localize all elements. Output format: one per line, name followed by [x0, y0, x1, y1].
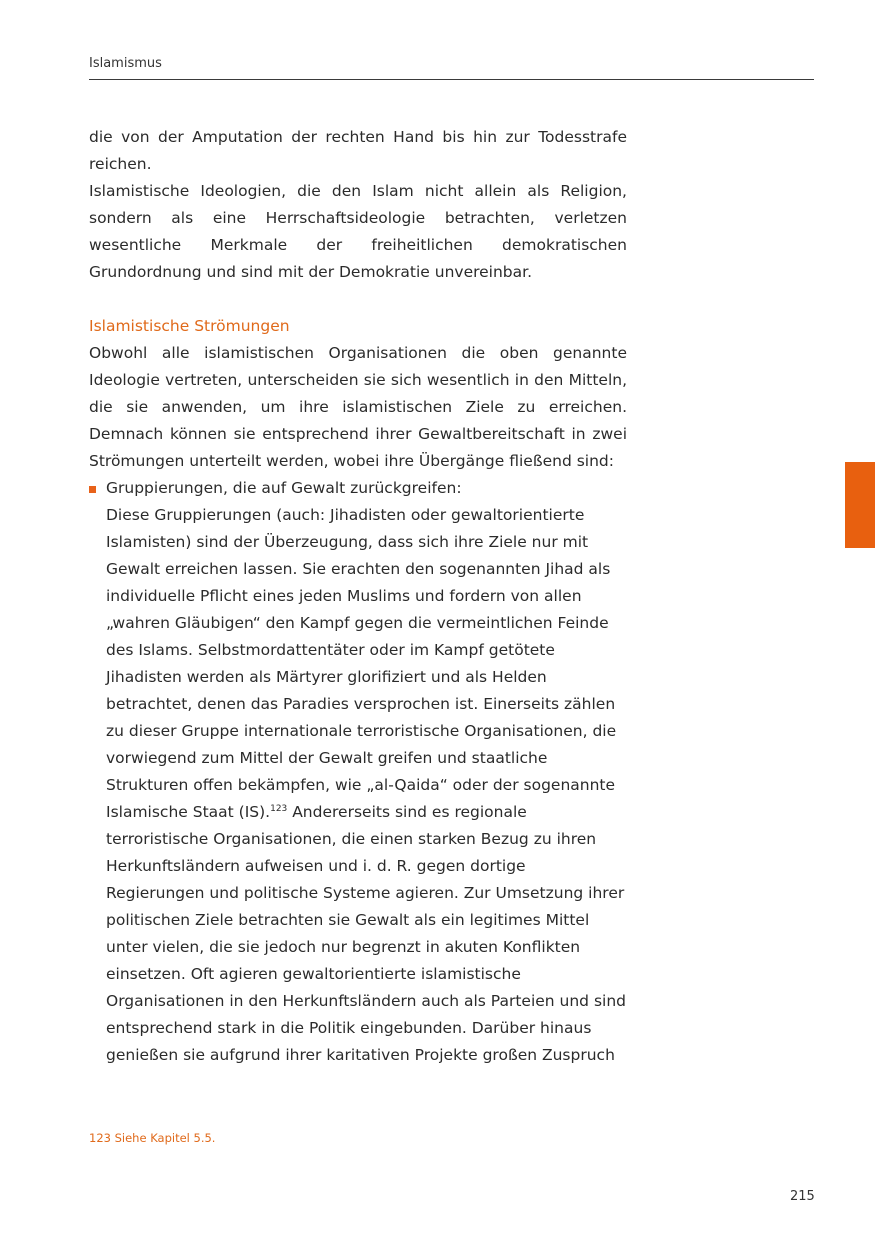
header-rule	[89, 79, 814, 80]
list-item-title: Gruppierungen, die auf Gewalt zurückgreifen:	[106, 479, 462, 497]
main-text-column	[89, 124, 627, 1069]
list-item-text	[106, 502, 627, 1069]
list-item-body	[106, 475, 627, 1069]
footnote-reference[interactable]: 123	[270, 804, 288, 814]
page-number: 215	[790, 1189, 815, 1204]
chapter-tab-marker	[845, 462, 875, 548]
section-heading: Islamistische Strömungen	[89, 317, 290, 335]
list-item-text-part-2: Andererseits sind es regionale terroristische Organisationen, die einen starken Bezug zu ihren Herkunftsländern aufweisen und i. d. R. gegen dortige Regierungen und politische Systeme agieren. Zur Umsetzung ihrer politischen Ziele betrachten sie Gewalt als ein legitimes Mittel unter vielen, die sie jedoch nur begrenzt in akuten Konflikten einsetzen. Oft agieren gewaltorientierte islamistische Organisationen in den Herkunftsländern auch als Parteien und sind entsprechend stark in die Politik eingebunden. Darüber hinaus genießen sie aufgrund ihrer karitativen Projekte großen Zuspruch	[106, 803, 626, 1064]
running-title: Islamismus	[89, 56, 162, 71]
footnote: 123 Siehe Kapitel 5.5.	[89, 1131, 216, 1145]
paragraph-ideologies: Islamistische Ideologien, die den Islam nicht allein als Religion, sondern als eine Herrschaftsideologie betrachten, verletzen wesentliche Merkmale der freiheitlichen demokratischen Grundordnung und sind mit der Demokratie unvereinbar.	[89, 182, 627, 281]
list-item	[89, 475, 627, 1069]
paragraph-continuation: die von der Amputation der rechten Hand bis hin zur Todesstrafe reichen.	[89, 128, 627, 173]
paragraph-currents: Obwohl alle islamistischen Organisationen die oben genannte Ideologie vertreten, unterscheiden sie sich wesentlich in den Mitteln, die sie anwenden, um ihre islamistischen Ziele zu erreichen. Demnach können sie entsprechend ihrer Gewaltbereitschaft in zwei Strömungen unterteilt werden, wobei ihre Übergänge fließend sind:	[89, 344, 627, 470]
square-bullet-icon	[89, 486, 96, 493]
list-item-text-part-1: Diese Gruppierungen (auch: Jihadisten oder gewaltorientierte Islamisten) sind der Überzeugung, dass sich ihre Ziele nur mit Gewalt erreichen lassen. Sie erachten den sogenannten Jihad als individuelle Pflicht eines jeden Muslims und fordern von allen „wahren Gläubigen“ den Kampf gegen die vermeintlichen Feinde des Islams. Selbstmordattentäter oder im Kampf getötete Jihadisten werden als Märtyrer glorifiziert und als Helden betrachtet, denen das Paradies versprochen ist. Einerseits zählen zu dieser Gruppe internationale terroristische Organisationen, die vorwiegend zum Mittel der Gewalt greifen und staatliche Strukturen offen bekämpfen, wie „al-Qaida“ oder der sogenannte Islamische Staat (IS).	[106, 506, 617, 821]
